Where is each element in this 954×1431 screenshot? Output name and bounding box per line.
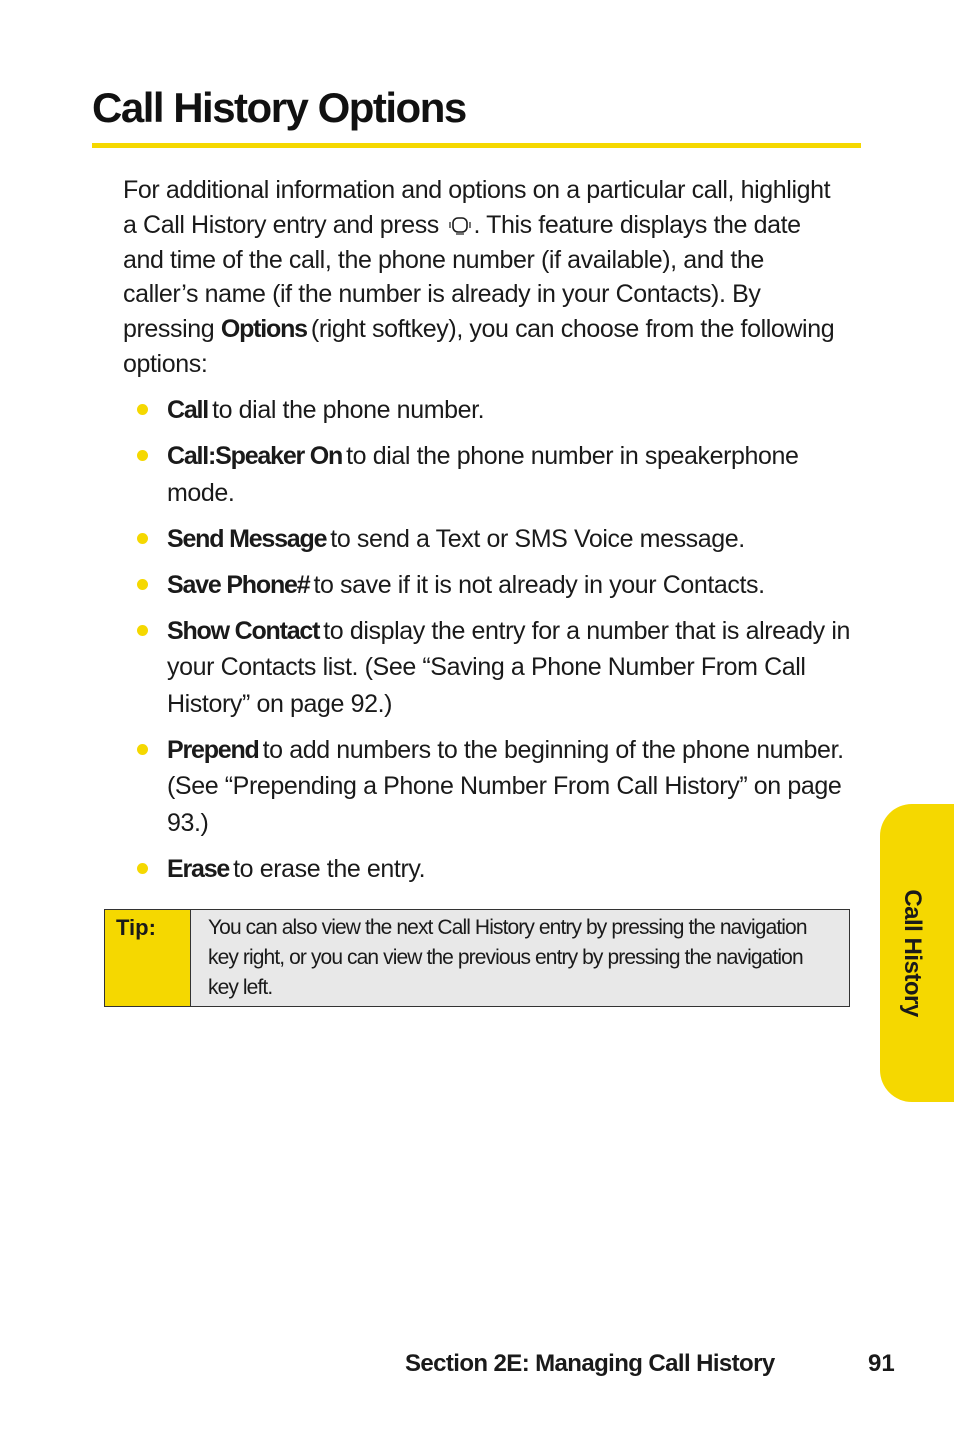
intro-text-1: For additional information and options on a particular call, highlight a Call History entry and press xyxy=(123,176,831,239)
footer-page-number: 91 xyxy=(868,1350,895,1377)
bullet-icon xyxy=(137,625,148,636)
page-title: Call History Options xyxy=(92,84,466,131)
list-item xyxy=(133,521,863,558)
options-softkey-term: Options xyxy=(220,315,307,344)
menu-ok-key-icon xyxy=(449,215,471,235)
option-desc: to add numbers to the beginning of the phone number. (See “Prepending a Phone Number From Call History” on page 93.) xyxy=(167,735,844,837)
option-term: Show Contact xyxy=(167,616,320,645)
option-term: Erase xyxy=(167,854,230,883)
option-desc: to dial the phone number in speakerphone mode. xyxy=(167,442,799,507)
intro-text-3: (right softkey), you can choose from the following options: xyxy=(123,315,835,378)
intro-paragraph xyxy=(123,173,843,382)
list-item xyxy=(133,567,863,604)
bullet-icon xyxy=(137,579,148,590)
tip-box xyxy=(104,909,850,1007)
intro-text-2: . This feature displays the date and time of the call, the phone number (if available), and the caller’s name (if the number is already in your Contacts). By pressing xyxy=(123,210,801,344)
option-desc: to display the entry for a number that is already in your Contacts list. (See “Saving a Phone Number From Call History” on page 92.) xyxy=(167,616,850,718)
option-term: Prepend xyxy=(167,735,259,764)
title-underline xyxy=(92,143,861,148)
tip-label: Tip: xyxy=(105,910,191,1006)
option-term: Send Message xyxy=(167,524,327,553)
bullet-icon xyxy=(137,744,148,755)
list-item xyxy=(133,732,863,842)
list-item xyxy=(133,613,863,723)
option-term: Call:Speaker On xyxy=(167,442,343,470)
bullet-icon xyxy=(137,450,148,461)
option-desc: to erase the entry. xyxy=(233,854,426,883)
side-tab-label: Call History xyxy=(899,889,926,1017)
option-desc: to dial the phone number. xyxy=(212,396,485,424)
section-side-tab xyxy=(880,804,954,1102)
bullet-icon xyxy=(137,533,148,544)
list-item xyxy=(133,392,863,429)
list-item xyxy=(133,438,863,511)
footer-section-title: Section 2E: Managing Call History xyxy=(405,1350,775,1377)
option-term: Save Phone# xyxy=(167,570,310,599)
tip-text: You can also view the next Call History entry by pressing the navigation key right, or you can view the previous entry by pressing the navigation key left. xyxy=(208,916,807,999)
list-item xyxy=(133,851,863,888)
options-list xyxy=(133,392,863,897)
bullet-icon xyxy=(137,404,148,415)
bullet-icon xyxy=(137,863,148,874)
option-desc: to save if it is not already in your Contacts. xyxy=(313,570,765,599)
option-desc: to send a Text or SMS Voice message. xyxy=(330,524,745,553)
option-term: Call xyxy=(167,396,209,424)
